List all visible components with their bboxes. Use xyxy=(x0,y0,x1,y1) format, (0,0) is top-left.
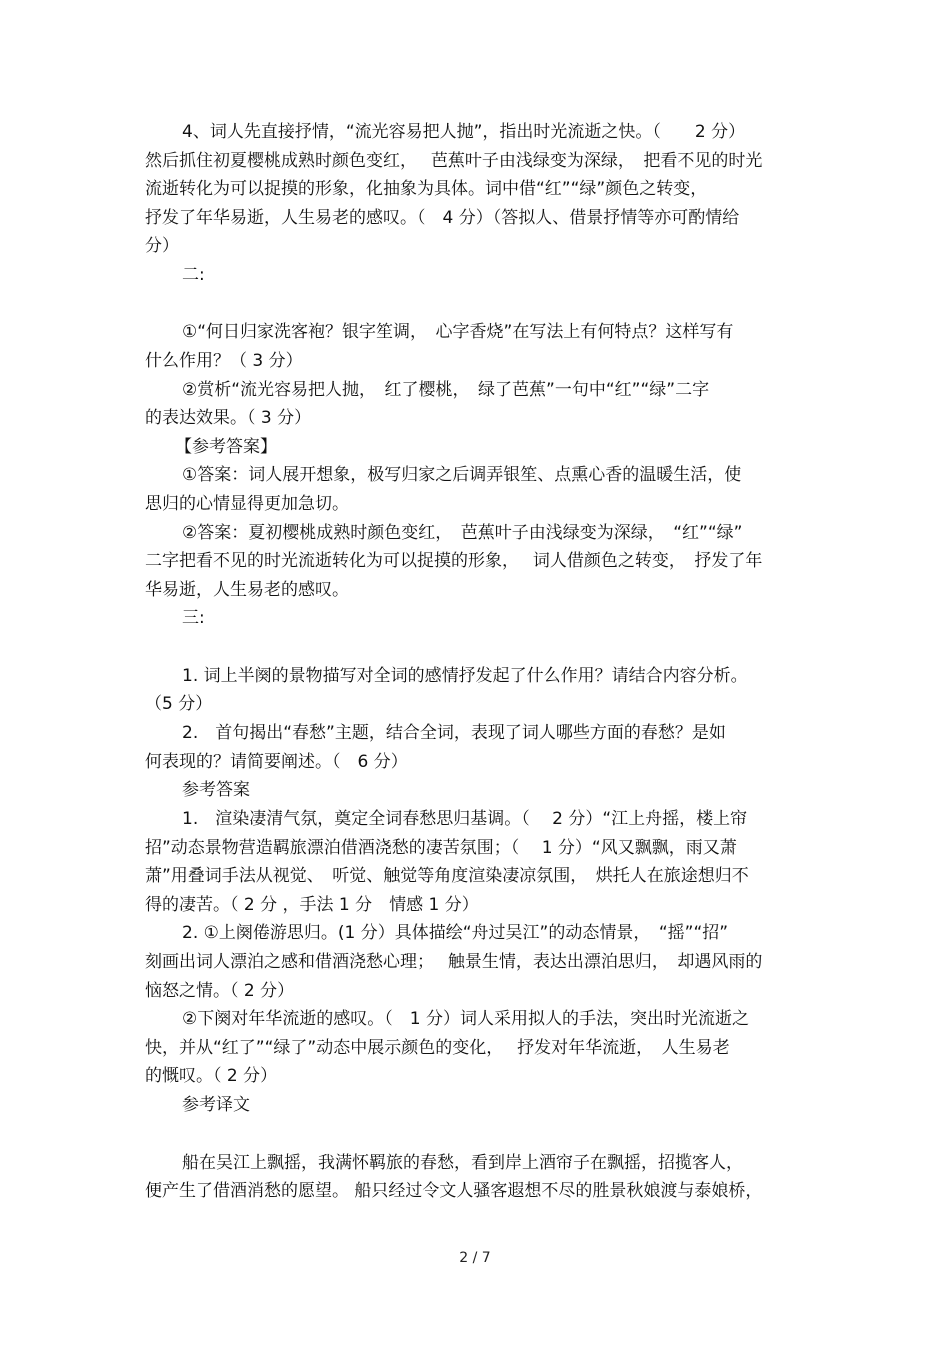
translation-heading: 参考译文 xyxy=(182,1095,250,1115)
answer-line: 刻画出词人漂泊之感和借酒浇愁心理； 触景生情，表达出漂泊思归， 却遇风雨的 xyxy=(145,952,763,972)
section-heading: 三: xyxy=(182,608,205,628)
question-line: （5 分） xyxy=(145,694,213,714)
section-heading: 二: xyxy=(182,265,205,285)
paragraph-line: 然后抓住初夏樱桃成熟时颜色变红， 芭蕉叶子由浅绿变为深绿， 把看不见的时光 xyxy=(145,151,763,171)
question-line: ①“何日归家洗客袍？银字笙调， 心字香烧”在写法上有何特点？这样写有 xyxy=(182,322,734,342)
question-line: 的表达效果。（ 3 分） xyxy=(145,408,312,428)
question-line: 什么作用？（ 3 分） xyxy=(145,351,303,371)
answer-line: 思归的心情显得更加急切。 xyxy=(145,494,349,514)
answer-line: ②答案：夏初樱桃成熟时颜色变红， 芭蕉叶子由浅绿变为深绿， “红”“绿” xyxy=(182,523,743,543)
question-line: 何表现的？请简要阐述。（ 6 分） xyxy=(145,752,408,772)
answer-line: 萧”用叠词手法从视觉、 听觉、触觉等角度渲染凄凉氛围， 烘托人在旅途想归不 xyxy=(145,866,749,886)
question-line: 1. 词上半阕的景物描写对全词的感情抒发起了什么作用？请结合内容分析。 xyxy=(182,666,748,686)
answer-line: 2. ①上阕倦游思归。(1 分）具体描绘“舟过吴江”的动态情景， “摇”“招” xyxy=(182,923,729,943)
question-line: 2. 首句揭出“春愁”主题，结合全词，表现了词人哪些方面的春愁？是如 xyxy=(182,723,726,743)
answer-line: ②下阕对年华流逝的感叹。（ 1 分）词人采用拟人的手法，突出时光流逝之 xyxy=(182,1009,749,1029)
answer-line: 快，并从“红了”“绿了”动态中展示颜色的变化， 抒发对年华流逝， 人生易老 xyxy=(145,1038,730,1058)
paragraph-line: 抒发了年华易逝，人生易老的感叹。（ 4 分）（答拟人、借景抒情等亦可酌情给 xyxy=(145,208,740,228)
translation-line: 便产生了借酒消愁的愿望。 船只经过令文人骚客遐想不尽的胜景秋娘渡与泰娘桥， xyxy=(145,1181,763,1201)
answer-line: 1. 渲染凄清气氛，奠定全词春愁思归基调。（ 2 分）“江上舟摇，楼上帘 xyxy=(182,809,748,829)
paragraph-line: 流逝转化为可以捉摸的形象，化抽象为具体。词中借“红”“绿”颜色之转变， xyxy=(145,179,708,199)
paragraph-line: 4、词人先直接抒情，“流光容易把人抛”，指出时光流逝之快。（ 2 分） xyxy=(182,122,746,142)
question-line: ②赏析“流光容易把人抛， 红了樱桃， 绿了芭蕉”一句中“红”“绿”二字 xyxy=(182,380,710,400)
answer-line: 恼怒之情。（ 2 分） xyxy=(145,981,295,1001)
answer-line: ①答案：词人展开想象，极写归家之后调弄银笙、点熏心香的温暖生活，使 xyxy=(182,465,742,485)
answer-line: 的慨叹。（ 2 分） xyxy=(145,1066,278,1086)
answer-line: 招”动态景物营造羁旅漂泊借酒浇愁的凄苦氛围；（ 1 分）“风又飘飘，雨又萧 xyxy=(145,838,737,858)
answer-line: 二字把看不见的时光流逝转化为可以捉摸的形象， 词人借颜色之转变， 抒发了年 xyxy=(145,551,763,571)
answer-heading: 【参考答案】 xyxy=(175,437,277,457)
answer-line: 华易逝，人生易老的感叹。 xyxy=(145,580,349,600)
answer-line: 得的凄苦。（ 2 分 ，手法 1 分 情感 1 分） xyxy=(145,895,479,915)
paragraph-line: 分） xyxy=(145,236,179,256)
page-number: 2 / 7 xyxy=(459,1250,491,1266)
translation-line: 船在吴江上飘摇，我满怀羁旅的春愁，看到岸上酒帘子在飘摇，招揽客人， xyxy=(182,1153,743,1173)
answer-heading: 参考答案 xyxy=(182,780,250,800)
